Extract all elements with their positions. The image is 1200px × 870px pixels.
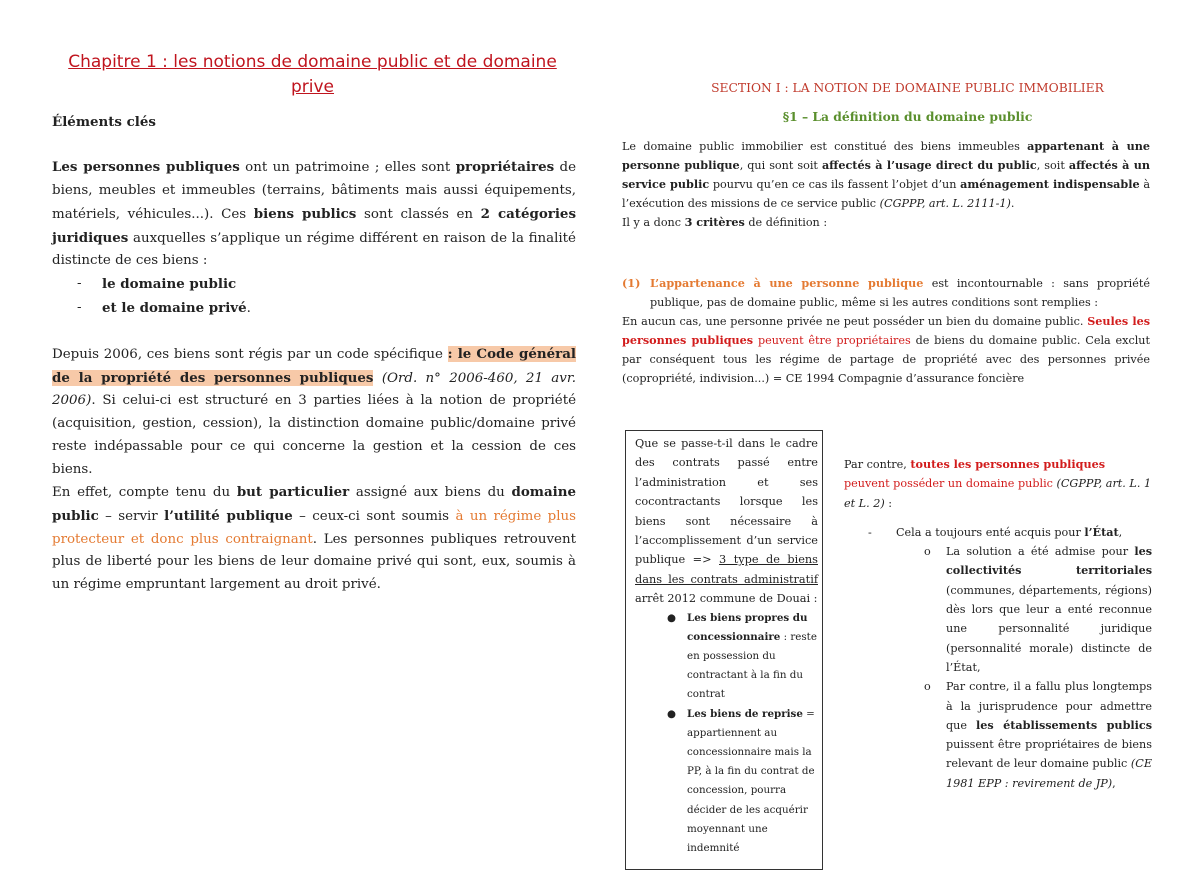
list-item: - le domaine public <box>52 273 576 297</box>
side-intro: Par contre, toutes les personnes publiques peuvent posséder un domaine public (CGPPP, art. L. 1 et L. 2) : <box>844 457 1152 510</box>
key-elements-heading: Éléments clés <box>52 114 156 130</box>
circle-bullet-icon: o <box>924 545 931 559</box>
definition-paragraph: Le domaine public immobilier est constitué des biens immeubles appartenant à une personne publique, qui sont soit affectés à l’usage direct du public, soit affectés à un service public pourvu qu’en ce cas ils fassent l’objet d’un aménagement indispensable à l’exécution des missions de ce service public (CGPPP, art. L. 2111-1). <box>622 139 1150 210</box>
list-item: ● Les biens propres du concessionnaire : reste en possession du contractant à la fin du contrat <box>635 609 818 705</box>
section-title: SECTION I : LA NOTION DE DOMAINE PUBLIC IMMOBILIER <box>711 81 1104 95</box>
list-item: ● Les biens de reprise = appartiennent au concessionnaire mais la PP, à la fin du contrat de concession, pourra décider de les acquérir moyennant une indemnité <box>635 705 818 859</box>
subsection-title: §1 – La définition du domaine public <box>782 109 1033 124</box>
circle-bullet-icon: o <box>924 680 931 694</box>
state-item: - Cela a toujours enté acquis pour l’État, <box>868 524 1123 539</box>
criteria-count-paragraph: Il y a donc 3 critères de définition : <box>622 215 828 229</box>
bullet-icon: ● <box>667 611 676 624</box>
contracts-box <box>625 430 823 870</box>
criterion-1-paragraph: (1) L’appartenance à une personne publique est incontournable : sans propriété publique, pas de domaine public, même si les autres conditions sont remplies : <box>622 276 1150 309</box>
right-page <box>600 0 1200 855</box>
establishments-item: o Par contre, il a fallu plus longtemps à la jurisprudence pour admettre que les établissements publics puissent être propriétaires de biens relevant de leur domaine public (CE 1981 EPP : revirement de JP), <box>844 677 1152 793</box>
left-page <box>0 0 600 849</box>
chapter-title: Chapitre 1 : les notions de domaine public et de domaine prive <box>68 52 557 97</box>
bullet-icon: ● <box>667 707 676 720</box>
private-persons-paragraph: En aucun cas, une personne privée ne peut posséder un bien du domaine public. Seules les personnes publiques peuvent être propriétaires de biens du domaine public. Cela exclut par conséquent tous les régime de partage de propriété avec des personnes privée (copropriété, indivision...) = CE 1994 Compagnie d’assurance foncière <box>622 314 1151 385</box>
definition-body <box>622 137 1150 232</box>
highlighted-code-name: : le Code général de la propriété des personnes publiques <box>52 346 576 386</box>
list-item: - et le domaine privé. <box>52 297 576 321</box>
public-persons-side <box>844 455 1152 793</box>
left-body <box>52 111 576 597</box>
domain-list <box>52 273 576 320</box>
box-intro: Que se passe-t-il dans le cadre des contrats passé entre l’administration et ses cocontractants lorsque les biens sont nécessaire à l’accomplissement d’un service publique => 3 type de biens dans les contrats administratif arrêt 2012 commune de Douai : <box>635 437 818 606</box>
paragraph-public-utility: En effet, compte tenu du but particulier assigné aux biens du domaine public – servir l’utilité publique – ceux-ci sont soumis à un régime plus protecteur et donc plus contraignant. Les personnes publiques retrouvent plus de liberté pour les biens de leur domaine privé qui sont, eux, soumis à un régime empruntant largement au droit privé. <box>52 484 576 593</box>
collectivities-item: o La solution a été admise pour les collectivités territoriales (communes, départements, régions) dès lors que leur a enté reconnue une personnalité juridique (personnalité morale) distincte de l’État, <box>924 544 1152 674</box>
paragraph-code: Depuis 2006, ces biens sont régis par un code spécifique : le Code général de la propriété des personnes publiques (Ord. n° 2006-460, 21 avr. 2006). Si celui-ci est structuré en 3 parties liées à la notion de propriété (acquisition, gestion, cession), la distinction domaine public/domaine privé reste indépassable pour ce qui concerne la gestion et la cession de ces biens. <box>52 346 577 477</box>
box-list <box>635 609 818 859</box>
paragraph-persons: Les personnes publiques ont un patrimoine ; elles sont propriétaires de biens, meubles et immeubles (terrains, bâtiments mais aussi équipements, matériels, véhicules...). Ces biens publics sont classés en 2 catégories juridiques auxquelles s’applique un régime différent en raison de la finalité distincte de ces biens : <box>52 159 576 269</box>
criterion-1 <box>622 274 1150 388</box>
